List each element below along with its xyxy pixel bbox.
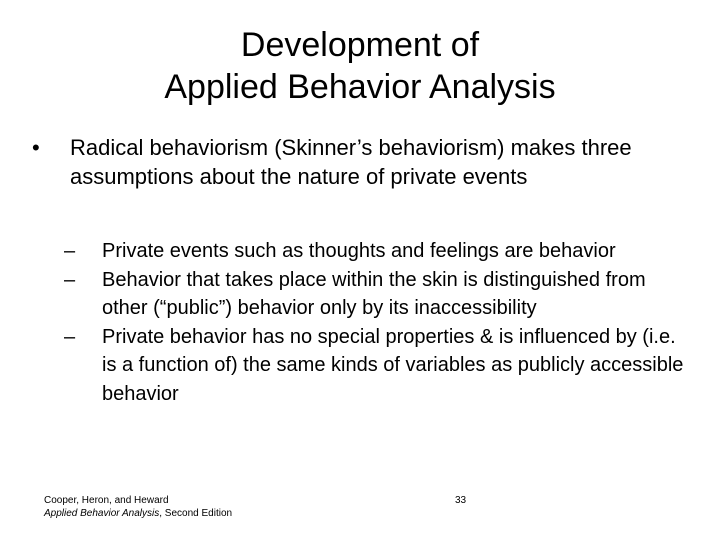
sub-bullet-item xyxy=(64,323,684,409)
sub-bullet-text: Behavior that takes place within the skin is distinguished from other (“public”) behavior only by its inaccessibility xyxy=(102,268,646,319)
sub-bullet-item xyxy=(64,237,684,266)
slide-title xyxy=(0,24,720,108)
page-number: 33 xyxy=(455,495,467,506)
sub-bullet-text: Private events such as thoughts and feelings are behavior xyxy=(102,240,616,262)
bullet-marker: • xyxy=(32,135,40,160)
dash-marker: – xyxy=(64,268,76,291)
footer-book-line xyxy=(44,507,232,520)
title-line-2: Applied Behavior Analysis xyxy=(164,68,556,106)
footer-edition: , Second Edition xyxy=(159,508,233,519)
main-bullet xyxy=(32,133,682,191)
title-line-1: Development of xyxy=(240,26,480,64)
sub-bullet-item xyxy=(64,266,684,323)
footer-citation xyxy=(44,494,232,520)
dash-marker: – xyxy=(64,325,76,348)
footer-authors: Cooper, Heron, and Heward xyxy=(44,495,169,506)
main-bullet-text: Radical behaviorism (Skinner’s behaviorism) makes three assumptions about the nature of private events xyxy=(70,135,632,189)
dash-marker: – xyxy=(64,240,76,262)
sub-bullet-text: Private behavior has no special properties & is influenced by (i.e. is a function of) the same kinds of variables as publicly accessible behavior xyxy=(102,325,684,405)
sub-bullet-list xyxy=(64,237,684,408)
footer-book-title: Applied Behavior Analysis xyxy=(44,508,160,519)
